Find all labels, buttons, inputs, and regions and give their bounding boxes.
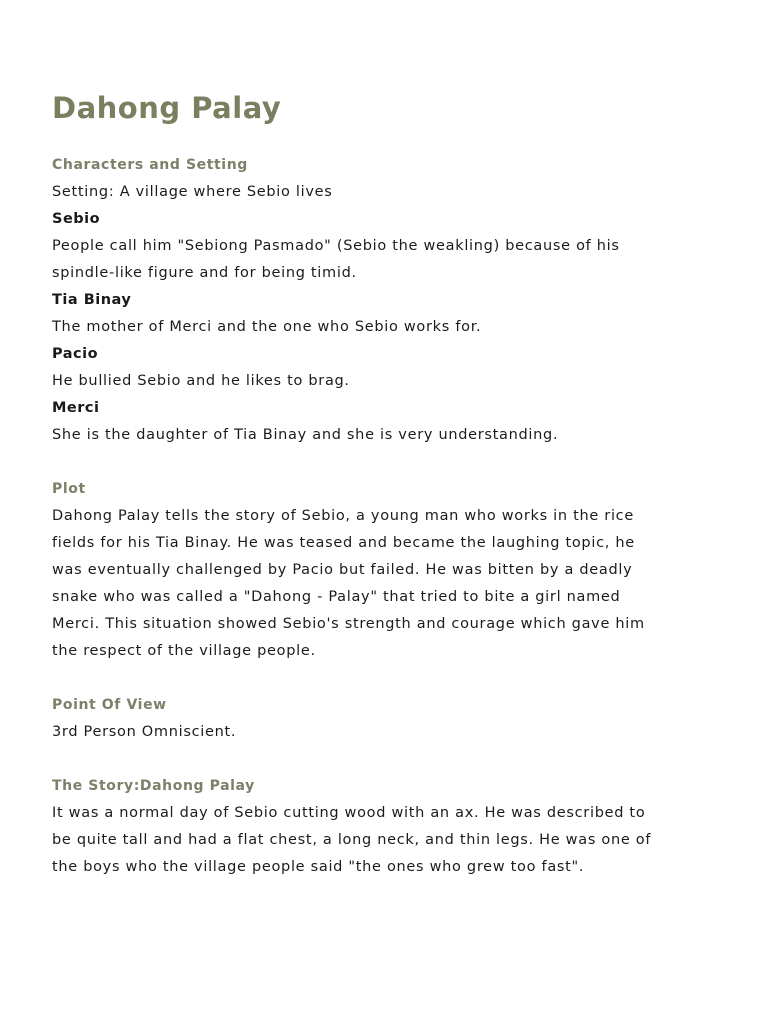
character-sebio [52, 206, 722, 287]
plot-line: fields for his Tia Binay. He was teased and became the laughing topic, he [52, 535, 635, 551]
character-description: People call him "Sebiong Pasmado" (Sebio the weakling) because of his [52, 238, 620, 254]
page-title: Dahong Palay [52, 91, 282, 125]
section-spacer [52, 746, 722, 773]
character-description: spindle-like figure and for being timid. [52, 265, 357, 281]
section-spacer [52, 449, 722, 476]
character-description: He bullied Sebio and he likes to brag. [52, 373, 350, 389]
setting-text: Setting: A village where Sebio lives [52, 184, 333, 200]
plot-line: was eventually challenged by Pacio but failed. He was bitten by a deadly [52, 562, 633, 578]
story-line: the boys who the village people said "the ones who grew too fast". [52, 859, 585, 875]
plot-heading: Plot [52, 481, 86, 497]
characters-heading: Characters and Setting [52, 157, 248, 173]
character-description: She is the daughter of Tia Binay and she is very understanding. [52, 427, 559, 443]
character-description: The mother of Merci and the one who Sebio works for. [52, 319, 482, 335]
character-pacio [52, 341, 722, 395]
character-tia-binay [52, 287, 722, 341]
characters-and-setting-section [52, 152, 722, 449]
pov-heading: Point Of View [52, 697, 167, 713]
plot-line: the respect of the village people. [52, 643, 316, 659]
plot-line: Merci. This situation showed Sebio's strength and courage which gave him [52, 616, 645, 632]
character-merci [52, 395, 722, 449]
story-section [52, 773, 722, 881]
story-line: be quite tall and had a flat chest, a long neck, and thin legs. He was one of [52, 832, 652, 848]
point-of-view-section [52, 692, 722, 746]
plot-section [52, 476, 722, 665]
document-page [52, 88, 722, 881]
character-name: Merci [52, 400, 100, 416]
section-spacer [52, 665, 722, 692]
plot-line: Dahong Palay tells the story of Sebio, a young man who works in the rice [52, 508, 634, 524]
story-line: It was a normal day of Sebio cutting wood with an ax. He was described to [52, 805, 646, 821]
story-heading: The Story:Dahong Palay [52, 778, 255, 794]
character-name: Tia Binay [52, 292, 132, 308]
plot-line: snake who was called a "Dahong - Palay" that tried to bite a girl named [52, 589, 621, 605]
character-name: Pacio [52, 346, 99, 362]
character-name: Sebio [52, 211, 101, 227]
pov-line: 3rd Person Omniscient. [52, 724, 237, 740]
